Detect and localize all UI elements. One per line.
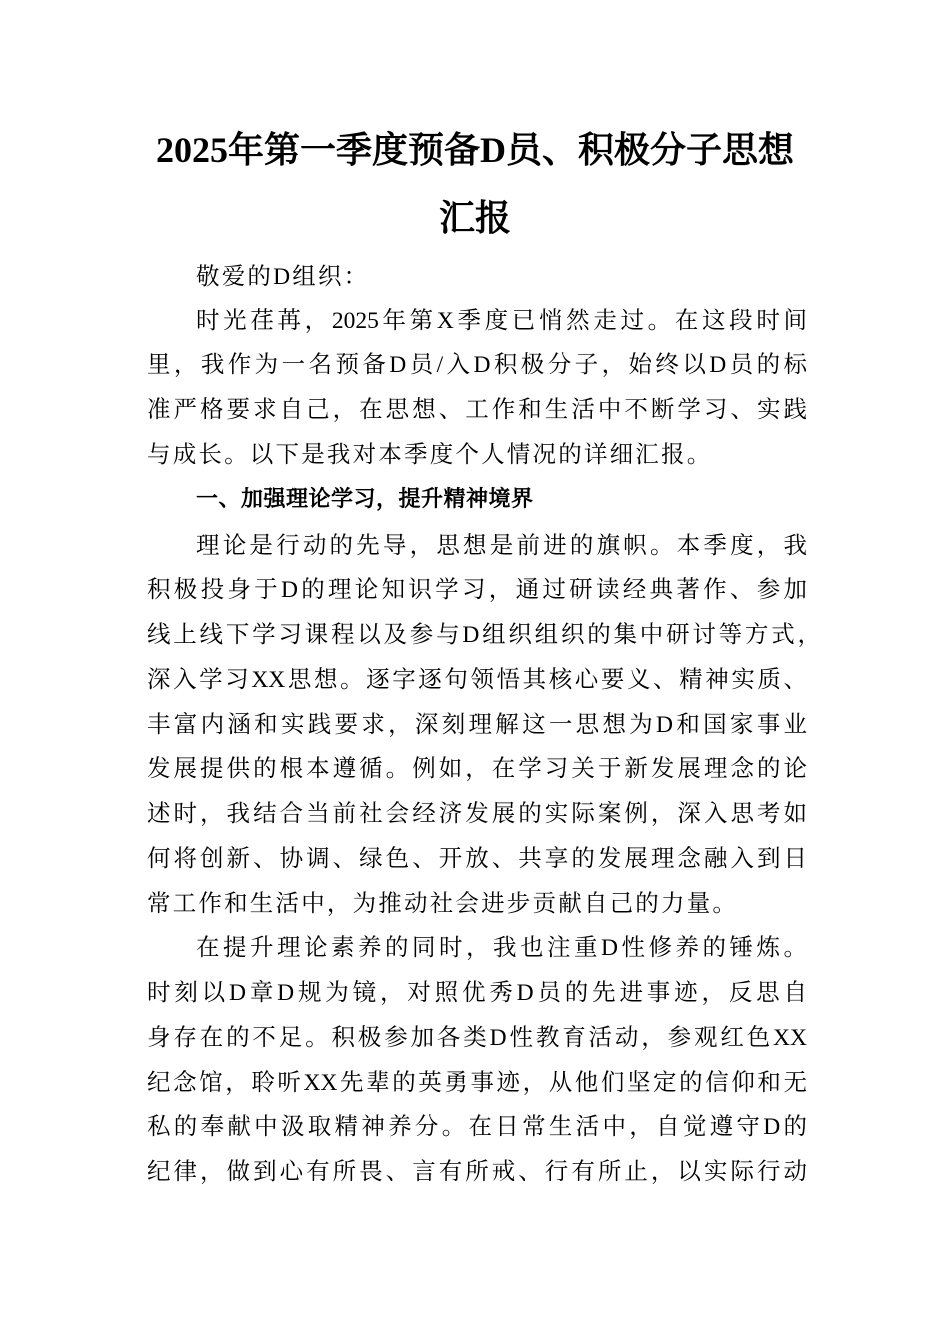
section-1-paragraph-2-line: 纪律，做到心有所畏、言有所戒、行有所止，以实际行动: [147, 1159, 807, 1185]
intro-paragraph-line: 里，我作为一名预备D员/入D积极分子，始终以D员的标: [147, 352, 807, 378]
section-1-paragraph-2-line: 私的奉献中汲取精神养分。在日常生活中，自觉遵守D的: [147, 1114, 807, 1140]
section-1-paragraph-2-line: 纪念馆，聆听XX先辈的英勇事迹，从他们坚定的信仰和无: [147, 1070, 807, 1096]
section-1-paragraph-1-line: 深入学习XX思想。逐字逐句领悟其核心要义、精神实质、: [147, 667, 807, 693]
section-1-paragraph-1-line: 丰富内涵和实践要求，深刻理解这一思想为D和国家事业: [147, 712, 807, 738]
section-1-paragraph-1-line: 述时，我结合当前社会经济发展的实际案例，深入思考如: [147, 801, 807, 827]
intro-paragraph-line: 时光荏苒，2025年第X季度已悄然走过。在这段时间: [196, 308, 807, 334]
section-1-paragraph-1-line: 常工作和生活中，为推动社会进步贡献自己的力量。: [147, 891, 739, 917]
section-1-paragraph-2-line: 时刻以D章D规为镜，对照优秀D员的先进事迹，反思自: [147, 980, 807, 1006]
section-1-paragraph-1-line: 发展提供的根本遵循。例如，在学习关于新发展理念的论: [147, 756, 807, 782]
section-1-paragraph-2-line: 在提升理论素养的同时，我也注重D性修养的锤炼。: [196, 935, 807, 961]
salutation: 敬爱的D组织：: [196, 264, 370, 290]
section-heading-1: 一、加强理论学习，提升精神境界: [196, 487, 534, 512]
section-1-paragraph-2-line: 身存在的不足。积极参加各类D性教育活动，参观红色XX: [147, 1025, 807, 1051]
document-title-line-2: 汇报: [438, 198, 511, 238]
section-1-paragraph-1-line: 理论是行动的先导，思想是前进的旗帜。本季度，我: [196, 533, 807, 559]
intro-paragraph-line: 与成长。以下是我对本季度个人情况的详细汇报。: [147, 442, 713, 468]
document-title-line-1: 2025年第一季度预备D员、积极分子思想: [156, 130, 794, 170]
intro-paragraph-line: 准严格要求自己，在思想、工作和生活中不断学习、实践: [147, 397, 807, 423]
section-1-paragraph-1-line: 何将创新、协调、绿色、开放、共享的发展理念融入到日: [147, 846, 807, 872]
section-1-paragraph-1-line: 线上线下学习课程以及参与D组织组织的集中研讨等方式，: [147, 622, 821, 648]
section-1-paragraph-1-line: 积极投身于D的理论知识学习，通过研读经典著作、参加: [147, 577, 807, 603]
